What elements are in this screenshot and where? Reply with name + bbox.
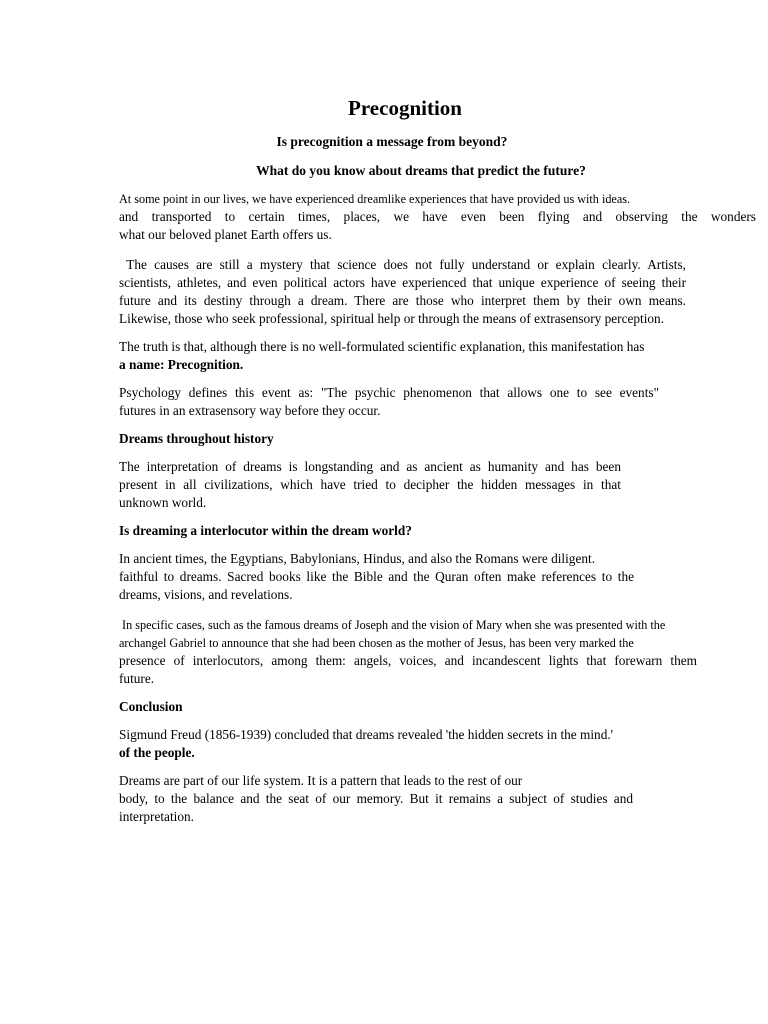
text-line-bold: of the people. <box>119 745 195 760</box>
text-line: At some point in our lives, we have experienced dreamlike experiences that have provided us with ideas. <box>119 192 631 206</box>
paragraph-psychology <box>119 384 759 420</box>
text-line: The interpretation of dreams is longstanding and as ancient as humanity and has been <box>119 459 621 474</box>
text-line: present in all civilizations, which have tried to decipher the hidden messages in that <box>119 477 621 492</box>
subtitle-question-1: Is precognition a message from beyond? <box>276 134 508 149</box>
text-line: scientists, athletes, and even political actors have experienced that unique experience of seeing their <box>119 275 686 290</box>
text-line: Psychology defines this event as: "The psychic phenomenon that allows one to see events" <box>119 385 659 400</box>
text-line: future. <box>119 671 155 686</box>
text-line: what our beloved planet Earth offers us. <box>119 227 332 242</box>
text-line: Likewise, those who seek professional, spiritual help or through the means of extrasensory perception. <box>119 311 665 326</box>
subtitle-question-2: What do you know about dreams that predict the future? <box>256 163 586 178</box>
text-line: The truth is that, although there is no well-formulated scientific explanation, this manifestation has <box>119 339 645 354</box>
paragraph-causes <box>119 256 759 328</box>
text-line: future and its destiny through a dream. There are those who interpret them by their own means. <box>119 293 686 308</box>
paragraph-intro <box>119 190 759 244</box>
text-line: dreams, visions, and revelations. <box>119 587 293 602</box>
paragraph-history <box>119 458 759 512</box>
text-line: archangel Gabriel to announce that she had been chosen as the mother of Jesus, has been very marked the <box>119 636 634 650</box>
text-line: In specific cases, such as the famous dreams of Joseph and the vision of Mary when she was presented with the <box>119 618 666 632</box>
text-line: interpretation. <box>119 809 194 824</box>
paragraph-life-system <box>119 772 759 826</box>
text-line-bold: a name: Precognition. <box>119 357 244 372</box>
heading-interlocutor: Is dreaming a interlocutor within the dream world? <box>119 523 412 538</box>
heading-dreams-history: Dreams throughout history <box>119 431 274 446</box>
text-line: presence of interlocutors, among them: angels, voices, and incandescent lights that forewarn them <box>119 653 697 668</box>
text-line: and transported to certain times, places, we have even been flying and observing the wonders <box>119 209 756 224</box>
text-line: The causes are still a mystery that science does not fully understand or explain clearly. Artists, <box>119 257 686 272</box>
text-line: unknown world. <box>119 495 207 510</box>
document-body <box>119 190 759 826</box>
text-line: faithful to dreams. Sacred books like the Bible and the Quran often make references to the <box>119 569 634 584</box>
text-line: Dreams are part of our life system. It is a pattern that leads to the rest of our <box>119 773 523 788</box>
paragraph-freud <box>119 726 759 762</box>
paragraph-truth <box>119 338 759 374</box>
text-line: Sigmund Freud (1856-1939) concluded that dreams revealed 'the hidden secrets in the mind.' <box>119 727 614 742</box>
heading-conclusion: Conclusion <box>119 699 183 714</box>
paragraph-specific-cases <box>119 616 759 688</box>
text-line: In ancient times, the Egyptians, Babylonians, Hindus, and also the Romans were diligent. <box>119 551 596 566</box>
paragraph-ancient <box>119 550 759 604</box>
text-line: body, to the balance and the seat of our memory. But it remains a subject of studies and <box>119 791 633 806</box>
text-line: futures in an extrasensory way before they occur. <box>119 403 381 418</box>
document-title: Precognition <box>348 96 462 120</box>
